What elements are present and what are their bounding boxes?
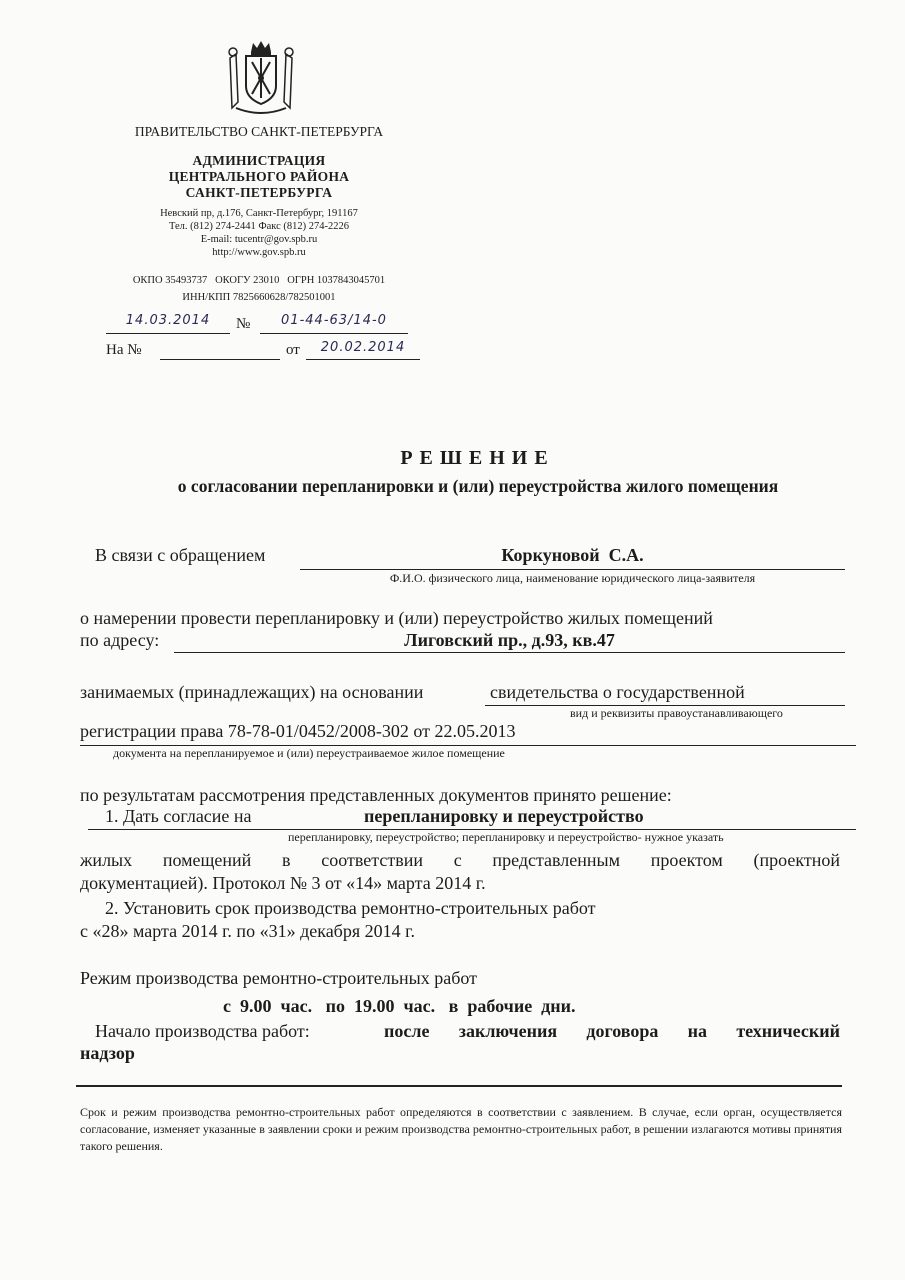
mode-label: Режим производства ремонтно-строительных работ bbox=[80, 968, 477, 988]
address-underline bbox=[174, 652, 845, 653]
occupied-prefix: занимаемых (принадлежащих) на основании bbox=[80, 682, 424, 702]
review-text: по результатам рассмотрения представленных документов принято решение: bbox=[80, 785, 672, 805]
registration-value: регистрации права 78-78-01/0452/2008-302 от 22.05.2013 bbox=[80, 721, 516, 741]
item1-prefix: 1. Дать согласие на bbox=[105, 806, 252, 826]
mode-value: с 9.00 час. по 19.00 час. в рабочие дни. bbox=[223, 996, 576, 1016]
reference-date-underline bbox=[306, 359, 420, 360]
appeal-prefix: В связи с обращением bbox=[95, 545, 266, 565]
admin-phone: Тел. (812) 274-2441 Факс (812) 274-2226 bbox=[168, 221, 350, 232]
start-value-2: надзор bbox=[80, 1043, 135, 1063]
item1-line2: жилых помещений в соответствии с представленным проектом (проектной bbox=[80, 850, 840, 870]
outgoing-number-underline bbox=[260, 333, 408, 334]
document-title: РЕШЕНИЕ bbox=[400, 447, 555, 469]
from-label: от bbox=[286, 342, 300, 358]
admin-line-3: САНКТ-ПЕТЕРБУРГА bbox=[185, 185, 333, 200]
occupied-value: свидетельства о государственной bbox=[490, 682, 745, 702]
outgoing-date-underline bbox=[106, 333, 230, 334]
admin-line-2: ЦЕНТРАЛЬНОГО РАЙОНА bbox=[168, 169, 350, 184]
government-name: ПРАВИТЕЛЬСТВО САНКТ-ПЕТЕРБУРГА bbox=[134, 124, 384, 139]
basis-note: вид и реквизиты правоустанавливающего bbox=[570, 706, 783, 720]
document-subtitle: о согласовании перепланировки и (или) переустройства жилого помещения bbox=[177, 476, 779, 496]
item1-line3: документацией). Протокол № 3 от «14» марта 2014 г. bbox=[80, 873, 486, 893]
admin-email: E-mail: tucentr@gov.spb.ru bbox=[200, 234, 318, 245]
reference-label: На № bbox=[106, 342, 142, 358]
applicant-name: Коркуновой С.А. bbox=[501, 545, 644, 565]
outgoing-date: 14.03.2014 bbox=[125, 313, 211, 328]
coat-of-arms-emblem bbox=[222, 38, 300, 118]
item1-value: перепланировку и переустройство bbox=[364, 806, 644, 826]
admin-inn: ИНН/КПП 7825660628/782501001 bbox=[182, 292, 336, 303]
applicant-note: Ф.И.О. физического лица, наименование юридического лица-заявителя bbox=[389, 571, 756, 585]
reference-date: 20.02.2014 bbox=[320, 340, 406, 355]
address-prefix: по адресу: bbox=[80, 630, 160, 650]
item2-line1: 2. Установить срок производства ремонтно-строительных работ bbox=[105, 898, 596, 918]
admin-line-1: АДМИНИСТРАЦИЯ bbox=[192, 153, 326, 168]
number-label: № bbox=[236, 316, 251, 332]
admin-website: http://www.gov.spb.ru bbox=[212, 247, 306, 258]
footnote-separator bbox=[76, 1085, 842, 1087]
applicant-underline bbox=[300, 569, 845, 570]
document-note: документа на перепланируемое и (или) переустраиваемое жилое помещение bbox=[113, 746, 505, 760]
item2-line2: с «28» марта 2014 г. по «31» декабря 2014 г. bbox=[80, 921, 415, 941]
item1-note: перепланировку, переустройство; перепланировку и переустройство- нужное указать bbox=[288, 830, 724, 844]
admin-codes: ОКПО 35493737 ОКОГУ 23010 ОГРН 1037843045701 bbox=[132, 275, 386, 286]
outgoing-number: 01-44-63/14-0 bbox=[281, 313, 387, 328]
start-value-1: после заключения договора на технический bbox=[384, 1021, 840, 1041]
admin-address: Невский пр, д.176, Санкт-Петербург, 191167 bbox=[160, 208, 358, 219]
reference-number-underline bbox=[160, 359, 280, 360]
intent-text: о намерении провести перепланировку и (или) переустройство жилых помещений bbox=[80, 608, 713, 628]
address-value: Лиговский пр., д.93, кв.47 bbox=[404, 630, 615, 650]
start-label: Начало производства работ: bbox=[95, 1021, 310, 1041]
footnote-text: Срок и режим производства ремонтно-строительных работ определяются в соответствии с заявлением. В случае, если орган, осуществляется согласование, изменяет указанные в заявлении сроки и режим производства ремонтно-строительных работ, в решении излагаются мотивы принятия такого решения. bbox=[80, 1105, 842, 1153]
